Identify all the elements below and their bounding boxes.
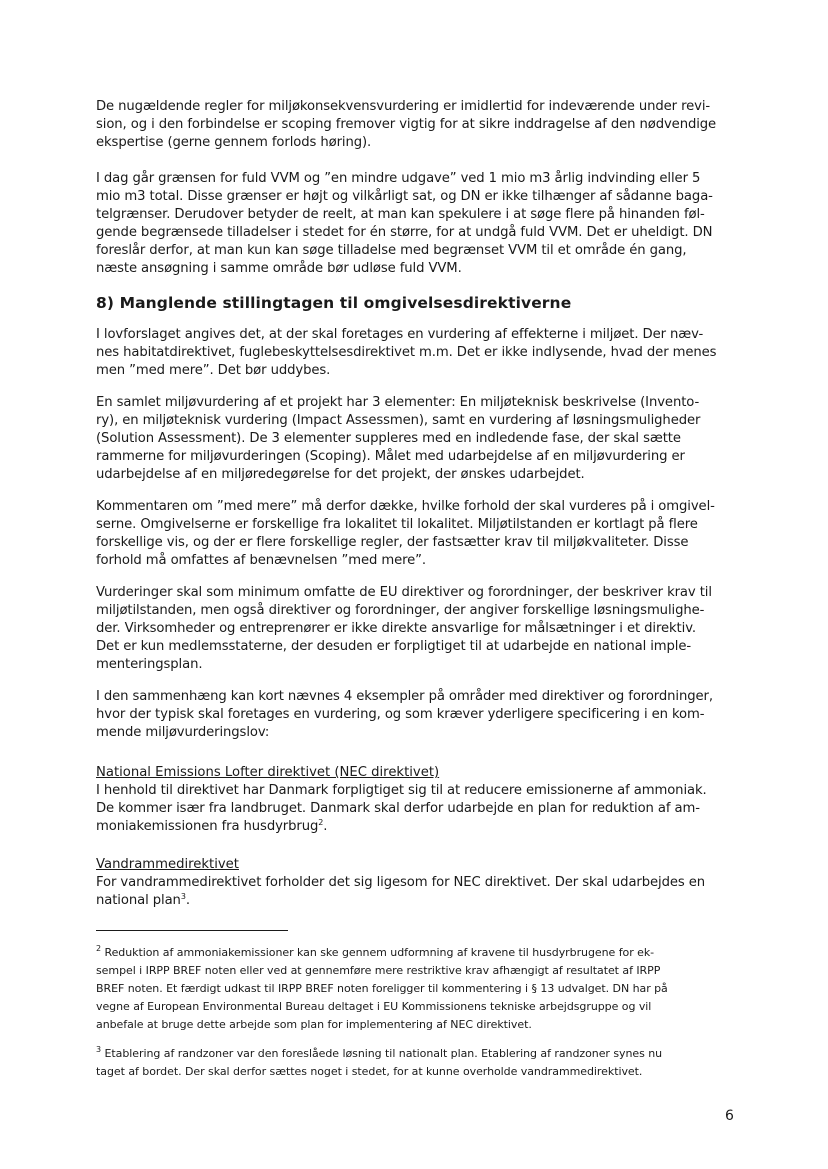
text-line: Det er kun medlemsstaterne, der desuden er forpligtiget til at udarbejde en national imple-: [96, 639, 692, 654]
text-line: nes habitatdirektivet, fuglebeskyttelsesdirektivet m.m. Det er ikke indlysende, hvad der menes: [96, 345, 717, 360]
paragraph-text: [96, 98, 736, 152]
text-line: sempel i IRPP BREF noten eller ved at gennemføre mere restriktive krav afhængigt af resultatet af IRPP: [96, 964, 661, 977]
paragraph-text: [96, 874, 736, 910]
text-line: forskellige vis, og der er flere forskellige regler, der fastsætter krav til miljøkvaliteter. Disse: [96, 535, 689, 550]
text-line: telgrænser. Derudover betyder de reelt, at man kan spekulere i at søge flere på hinanden føl-: [96, 207, 705, 222]
text-line: I dag går grænsen for fuld VVM og ”en mindre udgave” ved 1 mio m3 årlig indvinding eller 5: [96, 171, 701, 186]
paragraph-miljovurdering: [96, 394, 736, 484]
text-line: taget af bordet. Der skal derfor sættes noget i stedet, for at kunne overholde vandrammedirektivet.: [96, 1065, 643, 1078]
text-line: forhold må omfattes af benævnelsen ”med mere”.: [96, 553, 426, 568]
subsection-heading: Vandrammedirektivet: [96, 857, 239, 872]
page-number: 6: [725, 1108, 734, 1124]
text-line: I lovforslaget angives det, at der skal foretages en vurdering af effekterne i miljøet. Der næv-: [96, 327, 704, 342]
text-fragment: Reduktion af ammoniakemissioner kan ske gennem udformning af kravene til husdyrbrugene for ek-: [101, 946, 655, 959]
text-line: [96, 818, 736, 836]
text-line: [96, 892, 736, 910]
text-line: (Solution Assessment). De 3 elementer suppleres med en indledende fase, der skal sætte: [96, 431, 681, 446]
text-line: sion, og i den forbindelse er scoping fremover vigtig for at sikre inddragelse af den nødvendige: [96, 117, 717, 132]
paragraph-text: [96, 498, 736, 570]
paragraph-vvm-limits: [96, 170, 736, 278]
section-heading: 8) Manglende stillingtagen til omgivelsesdirektiverne: [96, 294, 572, 312]
paragraph-text: [96, 584, 736, 674]
text-line: [96, 1045, 736, 1063]
text-line: ekspertise (gerne gennem forlods høring).: [96, 135, 372, 150]
paragraph-lovforslag: [96, 326, 736, 380]
subsection-heading: National Emissions Lofter direktivet (NEC direktivet): [96, 765, 440, 780]
text-line: vegne af European Environmental Bureau deltaget i EU Kommissionens tekniske arbejdsgruppe og vil: [96, 1000, 652, 1013]
text-line: mio m3 total. Disse grænser er højt og vilkårligt sat, og DN er ikke tilhænger af sådanne baga-: [96, 189, 713, 204]
text-line: gende begrænsede tilladelser i stedet for én større, for at undgå fuld VVM. Det er uheldigt. DN: [96, 225, 713, 240]
text-line: der. Virksomheder og entreprenører er ikke direkte ansvarlige for målsætninger i et direktiv.: [96, 621, 696, 636]
footnote-marker: 3: [96, 1045, 102, 1054]
subsection-vandramme: [96, 856, 736, 910]
paragraph-scoping: [96, 98, 736, 152]
footnote-text: [96, 944, 736, 1034]
paragraph-text: [96, 394, 736, 484]
footnote-3: [96, 1045, 736, 1081]
text-line: miljøtilstanden, men også direktiver og forordninger, der angiver forskellige løsningsmulighe-: [96, 603, 705, 618]
text-fragment: Etablering af randzoner var den foreslåede løsning til nationalt plan. Etablering af randzoner synes nu: [101, 1047, 663, 1060]
text-fragment: .: [323, 819, 328, 834]
text-line: menteringsplan.: [96, 657, 203, 672]
text-line: ry), en miljøteknisk vurdering (Impact Assessmen), samt en vurdering af løsningsmuligheder: [96, 413, 701, 428]
text-line: I henhold til direktivet har Danmark forpligtiget sig til at reducere emissionerne af ammoniak.: [96, 783, 707, 798]
text-line: Vurderinger skal som minimum omfatte de EU direktiver og forordninger, der beskriver krav til: [96, 585, 712, 600]
footnote-marker: 2: [96, 944, 102, 953]
text-fragment: .: [185, 893, 190, 908]
footnote-text: [96, 1045, 736, 1081]
text-line: udarbejdelse af en miljøredegørelse for det projekt, der ønskes udarbejdet.: [96, 467, 585, 482]
paragraph-vurderinger: [96, 584, 736, 674]
text-fragment: moniakemissionen fra husdyrbrug: [96, 819, 319, 834]
text-line: men ”med mere”. Det bør uddybes.: [96, 363, 331, 378]
paragraph-eksempler: [96, 688, 736, 742]
paragraph-text: [96, 688, 736, 742]
text-line: En samlet miljøvurdering af et projekt har 3 elementer: En miljøteknisk beskrivelse (Invento-: [96, 395, 700, 410]
text-line: Kommentaren om ”med mere” må derfor dække, hvilke forhold der skal vurderes på i omgivel-: [96, 499, 715, 514]
paragraph-text: [96, 170, 736, 278]
footnote-divider: [96, 930, 288, 931]
text-line: mende miljøvurderingslov:: [96, 725, 270, 740]
text-line: anbefale at bruge dette arbejde som plan for implementering af NEC direktivet.: [96, 1018, 532, 1031]
text-line: For vandrammedirektivet forholder det sig ligesom for NEC direktivet. Der skal udarbejdes en: [96, 875, 706, 890]
text-line: serne. Omgivelserne er forskellige fra lokalitet til lokalitet. Miljøtilstanden er kortlagt på flere: [96, 517, 698, 532]
paragraph-text: [96, 782, 736, 836]
text-line: næste ansøgning i samme område bør udløse fuld VVM.: [96, 261, 462, 276]
text-line: foreslår derfor, at man kun kan søge tilladelse med begrænset VVM til et område én gang,: [96, 243, 687, 258]
text-fragment: national plan: [96, 893, 181, 908]
paragraph-med-mere: [96, 498, 736, 570]
text-line: I den sammenhæng kan kort nævnes 4 eksempler på områder med direktiver og forordninger,: [96, 689, 713, 704]
text-line: De kommer især fra landbruget. Danmark skal derfor udarbejde en plan for reduktion af am-: [96, 801, 700, 816]
text-line: De nugældende regler for miljøkonsekvensvurdering er imidlertid for indeværende under revi-: [96, 99, 711, 114]
text-line: rammerne for miljøvurderingen (Scoping). Målet med udarbejdelse af en miljøvurdering er: [96, 449, 685, 464]
paragraph-text: [96, 326, 736, 380]
subsection-nec: [96, 764, 736, 836]
text-line: [96, 944, 736, 962]
text-line: hvor der typisk skal foretages en vurdering, og som kræver yderligere specificering i en kom-: [96, 707, 705, 722]
footnote-reference: 2: [318, 818, 324, 827]
footnote-2: [96, 944, 736, 1034]
text-line: BREF noten. Et færdigt udkast til IRPP BREF noten foreligger til kommentering i § 13 udvalget. DN har på: [96, 982, 668, 995]
footnote-reference: 3: [180, 892, 186, 901]
